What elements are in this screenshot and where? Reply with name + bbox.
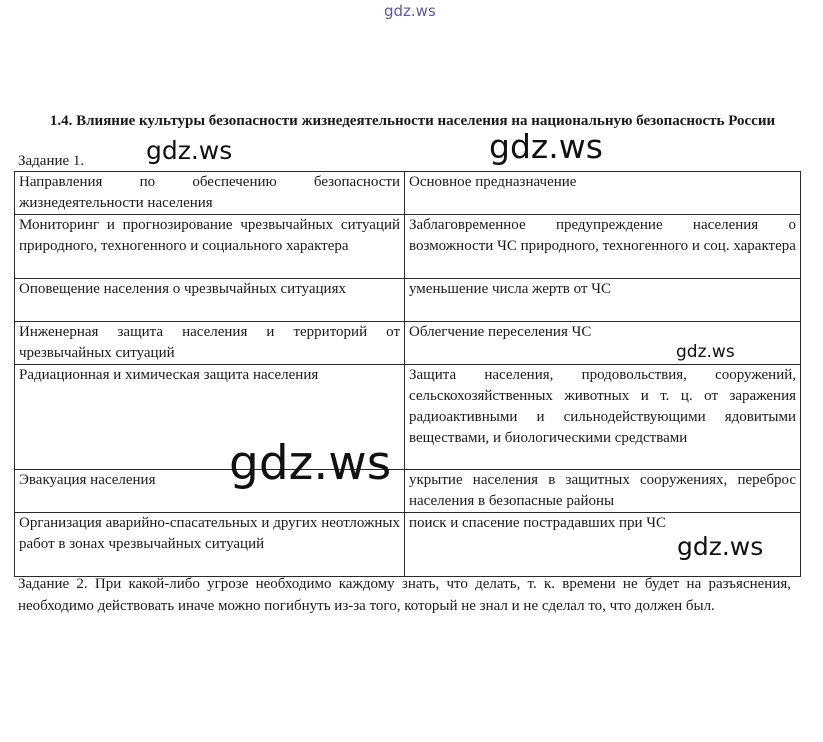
section-title: 1.4. Влияние культуры безопасности жизнедеятельности населения на национальную безопасность России [49,113,776,129]
table-row [15,279,801,322]
purpose-cell: поиск и спасение пострадавших при ЧС [405,513,801,577]
table-row [15,365,801,470]
direction-cell: Инженерная защита населения и территорий от чрезвычайных ситуаций [15,322,405,365]
purpose-cell: Защита населения, продовольствия, сооружений, сельскохозяйственных животных и т. ц. от заражения радиоактивными и сильнодействующими ядовитыми веществами, и биологическими средствами [405,365,801,470]
watermark: gdz.ws [676,342,735,362]
task-1-label: Задание 1. [18,153,85,169]
direction-cell: Радиационная и химическая защита населения [15,365,405,470]
purpose-cell: Заблаговременное предупреждение населения о возможности ЧС природного, техногенного и соц. характера [405,215,801,279]
watermark-top: gdz.ws [384,2,436,20]
safety-directions-table [14,171,801,577]
direction-cell: Оповещение населения о чрезвычайных ситуациях [15,279,405,322]
header-directions: Направления по обеспечению безопасности жизнедеятельности населения [15,172,405,215]
watermark: gdz.ws [146,136,233,165]
table-row [15,215,801,279]
watermark: gdz.ws [489,127,603,166]
watermark: gdz.ws [229,436,392,491]
purpose-cell: уменьшение числа жертв от ЧС [405,279,801,322]
direction-cell: Мониторинг и прогнозирование чрезвычайных ситуаций природного, техногенного и социального характера [15,215,405,279]
task-2-answer: Задание 2. При какой-либо угрозе необходимо каждому знать, что делать, т. к. времени не будет на разъяснения, необходимо действовать иначе можно погибнуть из-за того, который не знал и не сделал то, что должен был. [18,576,791,614]
header-purpose: Основное предназначение [405,172,801,215]
watermark: gdz.ws [677,532,764,561]
purpose-cell: укрытие населения в защитных сооружениях, переброс населения в безопасные районы [405,470,801,513]
direction-cell: Организация аварийно-спасательных и других неотложных работ в зонах чрезвычайных ситуаций [15,513,405,577]
table-header-row [15,172,801,215]
purpose-cell: Облегчение переселения ЧС [405,322,801,365]
direction-cell: Эвакуация населения [15,470,405,513]
table-row [15,470,801,513]
